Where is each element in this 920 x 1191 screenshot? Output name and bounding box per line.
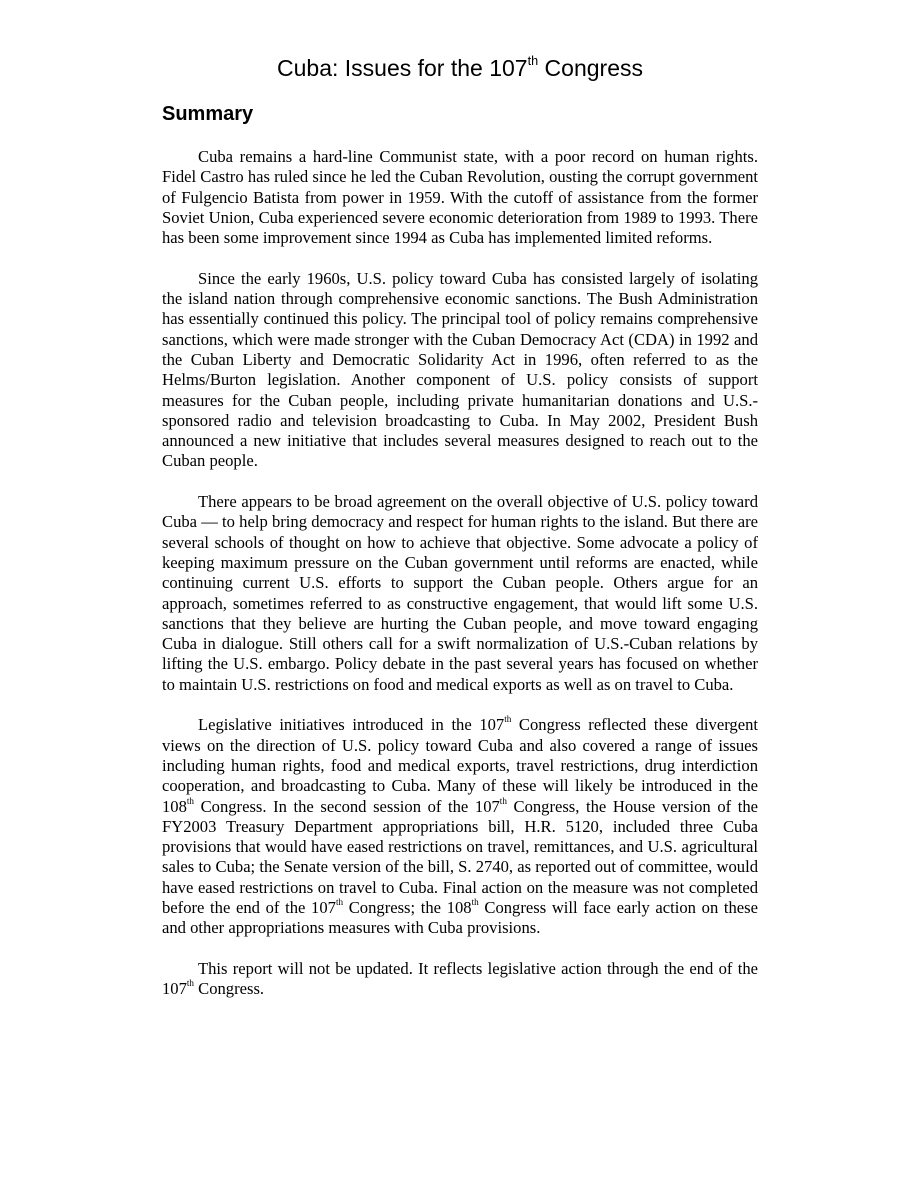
paragraph-4-text: Congress, the House version of the FY2003 Treasury Department appropriations bill, H.R. 5120, included three Cuba provisions that would have eased restrictions on travel, remittances, and U.S. agricultural sales to Cuba; the Senate version of the bill, S. 2740, as reported out of committee, would have eased restrictions on travel to Cuba. Final action on the measure was not completed before the end of the 107	[162, 796, 759, 917]
title-superscript: th	[527, 54, 539, 69]
paragraph-2: Since the early 1960s, U.S. policy toward Cuba has consisted largely of isolating the island nation through comprehensive economic sanctions. The Bush Administration has essentially continued this policy. The principal tool of policy remains comprehensive sanctions, which were made stronger with the Cuban Democracy Act (CDA) in 1992 and the Cuban Liberty and Democratic Solidarity Act in 1996, often referred to as the Helms/Burton legislation. Another component of U.S. policy consists of support measures for the Cuban people, including private humanitarian donations and U.S.-sponsored radio and television broadcasting to Cuba. In May 2002, President Bush announced a new initiative that includes several measures designed to reach out to the Cuban people.	[162, 268, 758, 471]
paragraph-5-text: This report will not be updated. It reflects legislative action through the end of the 107	[162, 958, 758, 999]
paragraph-5-text: Congress.	[194, 979, 265, 999]
title-text: Cuba: Issues for the 107	[277, 55, 528, 81]
paragraph-5	[162, 959, 758, 1000]
paragraph-4-text: Congress; the 108	[343, 897, 472, 917]
paragraph-4	[162, 715, 758, 938]
ordinal-superscript: th	[335, 897, 344, 908]
ordinal-superscript: th	[499, 795, 507, 806]
paragraph-4-text: Congress will face early action on these and other appropriations measures with Cuba provisions.	[162, 897, 759, 938]
paragraph-1: Cuba remains a hard-line Communist state, with a poor record on human rights. Fidel Castro has ruled since he led the Cuban Revolution, ousting the corrupt government of Fulgencio Batista from power in 1959. With the cutoff of assistance from the former Soviet Union, Cuba experienced severe economic deterioration from 1989 to 1993. There has been some improvement since 1994 as Cuba has implemented limited reforms.	[162, 147, 758, 248]
summary-body	[162, 147, 758, 1020]
ordinal-superscript: th	[471, 897, 479, 908]
title-text-end: Congress	[538, 55, 643, 81]
paragraph-4-text: Legislative initiatives introduced in the 107	[198, 715, 505, 735]
ordinal-superscript: th	[186, 795, 194, 806]
paragraph-4-text: Congress. In the second session of the 107	[194, 796, 500, 816]
paragraph-4-text: Congress reflected these divergent views on the direction of U.S. policy toward Cuba and also covered a range of issues including human rights, food and medical exports, travel restrictions, drug interdiction cooperation, and broadcasting to Cuba. Many of these will likely be introduced in the 108	[162, 715, 758, 816]
ordinal-superscript: th	[504, 714, 512, 725]
section-heading-summary: Summary	[162, 103, 254, 125]
ordinal-superscript: th	[186, 978, 194, 989]
paragraph-3: There appears to be broad agreement on the overall objective of U.S. policy toward Cuba — to help bring democracy and respect for human rights to the island. But there are several schools of thought on how to achieve that objective. Some advocate a policy of keeping maximum pressure on the Cuban government until reforms are enacted, while continuing current U.S. efforts to support the Cuban people. Others argue for an approach, sometimes referred to as constructive engagement, that would lift some U.S. sanctions that they believe are hurting the Cuban people, and move toward engaging Cuba in dialogue. Still others call for a swift normalization of U.S.-Cuban relations by lifting the U.S. embargo. Policy debate in the past several years has focused on whether to maintain U.S. restrictions on food and medical exports as well as on travel to Cuba.	[162, 492, 758, 694]
document-title	[0, 51, 920, 85]
